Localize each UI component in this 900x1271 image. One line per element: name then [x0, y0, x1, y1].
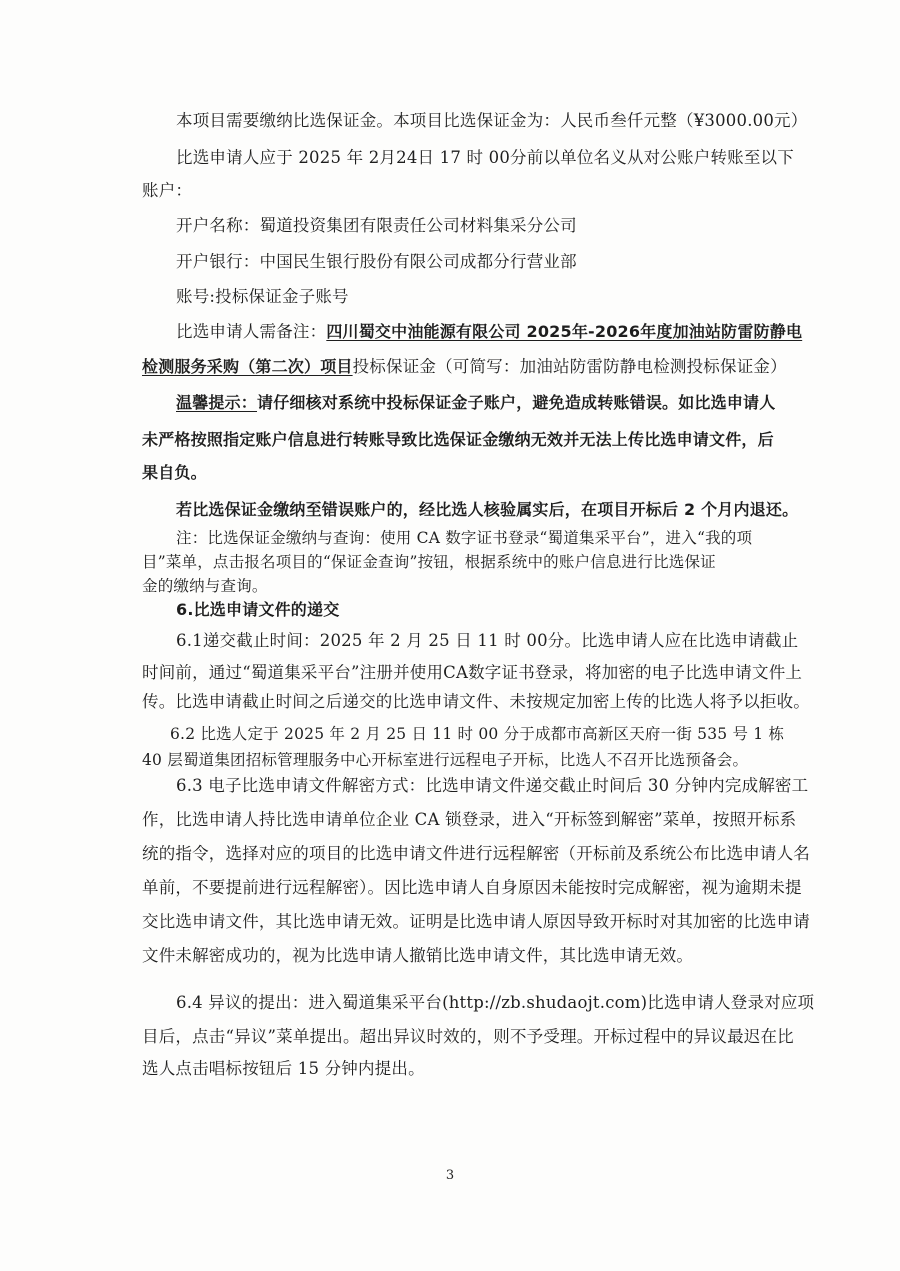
page-number: 3 — [445, 1168, 455, 1183]
refund-line: 若比选保证金缴纳至错误账户的，经比选人核验属实后，在项目开标后 2 个月内退还。 — [176, 500, 799, 519]
deposit-line-2: 比选申请人应于 2025 年 2月24日 17 时 00分前以单位名义从对公账户转账至以下 — [176, 148, 794, 167]
p62-line-1: 6.2 比选人定于 2025 年 2 月 25 日 11 时 00 分于成都市高新区天府一街 535 号 1 栋 — [170, 725, 785, 743]
p63-line-3: 统的指令，选择对应的项目的比选申请文件进行远程解密（开标前及系统公布比选申请人名 — [142, 844, 810, 863]
p61-line-1: 6.1递交截止时间：2025 年 2 月 25 日 11 时 00分。比选申请人应在比选申请截止 — [176, 631, 799, 650]
section-6-heading: 6.比选申请文件的递交 — [176, 600, 340, 619]
p63-line-5: 交比选申请文件，其比选申请无效。证明是比选申请人原因导致开标时对其加密的比选申请 — [142, 912, 810, 931]
account-bank: 开户银行：中国民生银行股份有限公司成都分行营业部 — [176, 252, 577, 271]
note-line-1: 注：比选保证金缴纳与查询：使用 CA 数字证书登录“蜀道集采平台”，进入“我的项 — [176, 529, 753, 547]
remark-project-part-1: 四川蜀交中油能源有限公司 2025年-2026年度加油站防雷防静电 — [326, 322, 803, 341]
remark-line-2 — [142, 356, 787, 378]
deposit-line-3: 账户： — [142, 181, 193, 200]
p61-line-2: 时间前，通过“蜀道集采平台”注册并使用CA数字证书登录，将加密的电子比选申请文件上 — [142, 663, 803, 682]
warning-line-3: 果自负。 — [142, 463, 207, 482]
p64-line-3: 选人点击唱标按钮后 15 分钟内提出。 — [142, 1059, 425, 1078]
warning-line-1 — [176, 392, 775, 414]
p63-line-1: 6.3 电子比选申请文件解密方式：比选申请文件递交截止时间后 30 分钟内完成解密工 — [176, 776, 809, 795]
p63-line-6: 文件未解密成功的，视为比选申请人撤销比选申请文件，其比选申请无效。 — [142, 946, 694, 965]
note-line-2: 目”菜单，点击报名项目的“保证金查询”按钮，根据系统中的账户信息进行比选保证 — [142, 553, 716, 571]
p63-line-4: 单前，不要提前进行远程解密）。因比选申请人自身原因未能按时完成解密，视为逾期未提 — [142, 878, 802, 897]
warning-line-2: 未严格按照指定账户信息进行转账导致比选保证金缴纳无效并无法上传比选申请文件，后 — [142, 430, 774, 449]
p63-line-2: 作，比选申请人持比选申请单位企业 CA 锁登录，进入“开标签到解密”菜单，按照开标系 — [142, 810, 797, 829]
remark-line-1 — [176, 321, 802, 343]
deposit-line-1: 本项目需要缴纳比选保证金。本项目比选保证金为：人民币叁仟元整（¥3000.00元） — [176, 111, 808, 130]
p64-line-2: 目后，点击“异议”菜单提出。超出异议时效的，则不予受理。开标过程中的异议最迟在比 — [142, 1027, 794, 1046]
remark-suffix: 投标保证金（可简写：加油站防雷防静电检测投标保证金） — [352, 357, 787, 376]
account-name: 开户名称：蜀道投资集团有限责任公司材料集采分公司 — [176, 216, 577, 235]
warning-label: 温馨提示： — [176, 393, 258, 412]
p62-line-2: 40 层蜀道集团招标管理服务中心开标室进行远程电子开标，比选人不召开比选预备会。 — [142, 751, 749, 769]
warning-line-1-rest: 请仔细核对系统中投标保证金子账户，避免造成转账错误。如比选申请人 — [257, 393, 776, 412]
note-line-3: 金的缴纳与查询。 — [142, 577, 268, 595]
remark-project-part-2: 检测服务采购（第二次）项目 — [142, 357, 353, 376]
account-number: 账号:投标保证金子账号 — [176, 287, 349, 306]
p64-line-1: 6.4 异议的提出：进入蜀道集采平台(http://zb.shudaojt.com)比选申请人登录对应项 — [176, 993, 815, 1012]
p61-line-3: 传。比选申请截止时间之后递交的比选申请文件、未按规定加密上传的比选人将予以拒收。 — [142, 692, 810, 711]
remark-prefix: 比选申请人需备注： — [176, 322, 327, 341]
